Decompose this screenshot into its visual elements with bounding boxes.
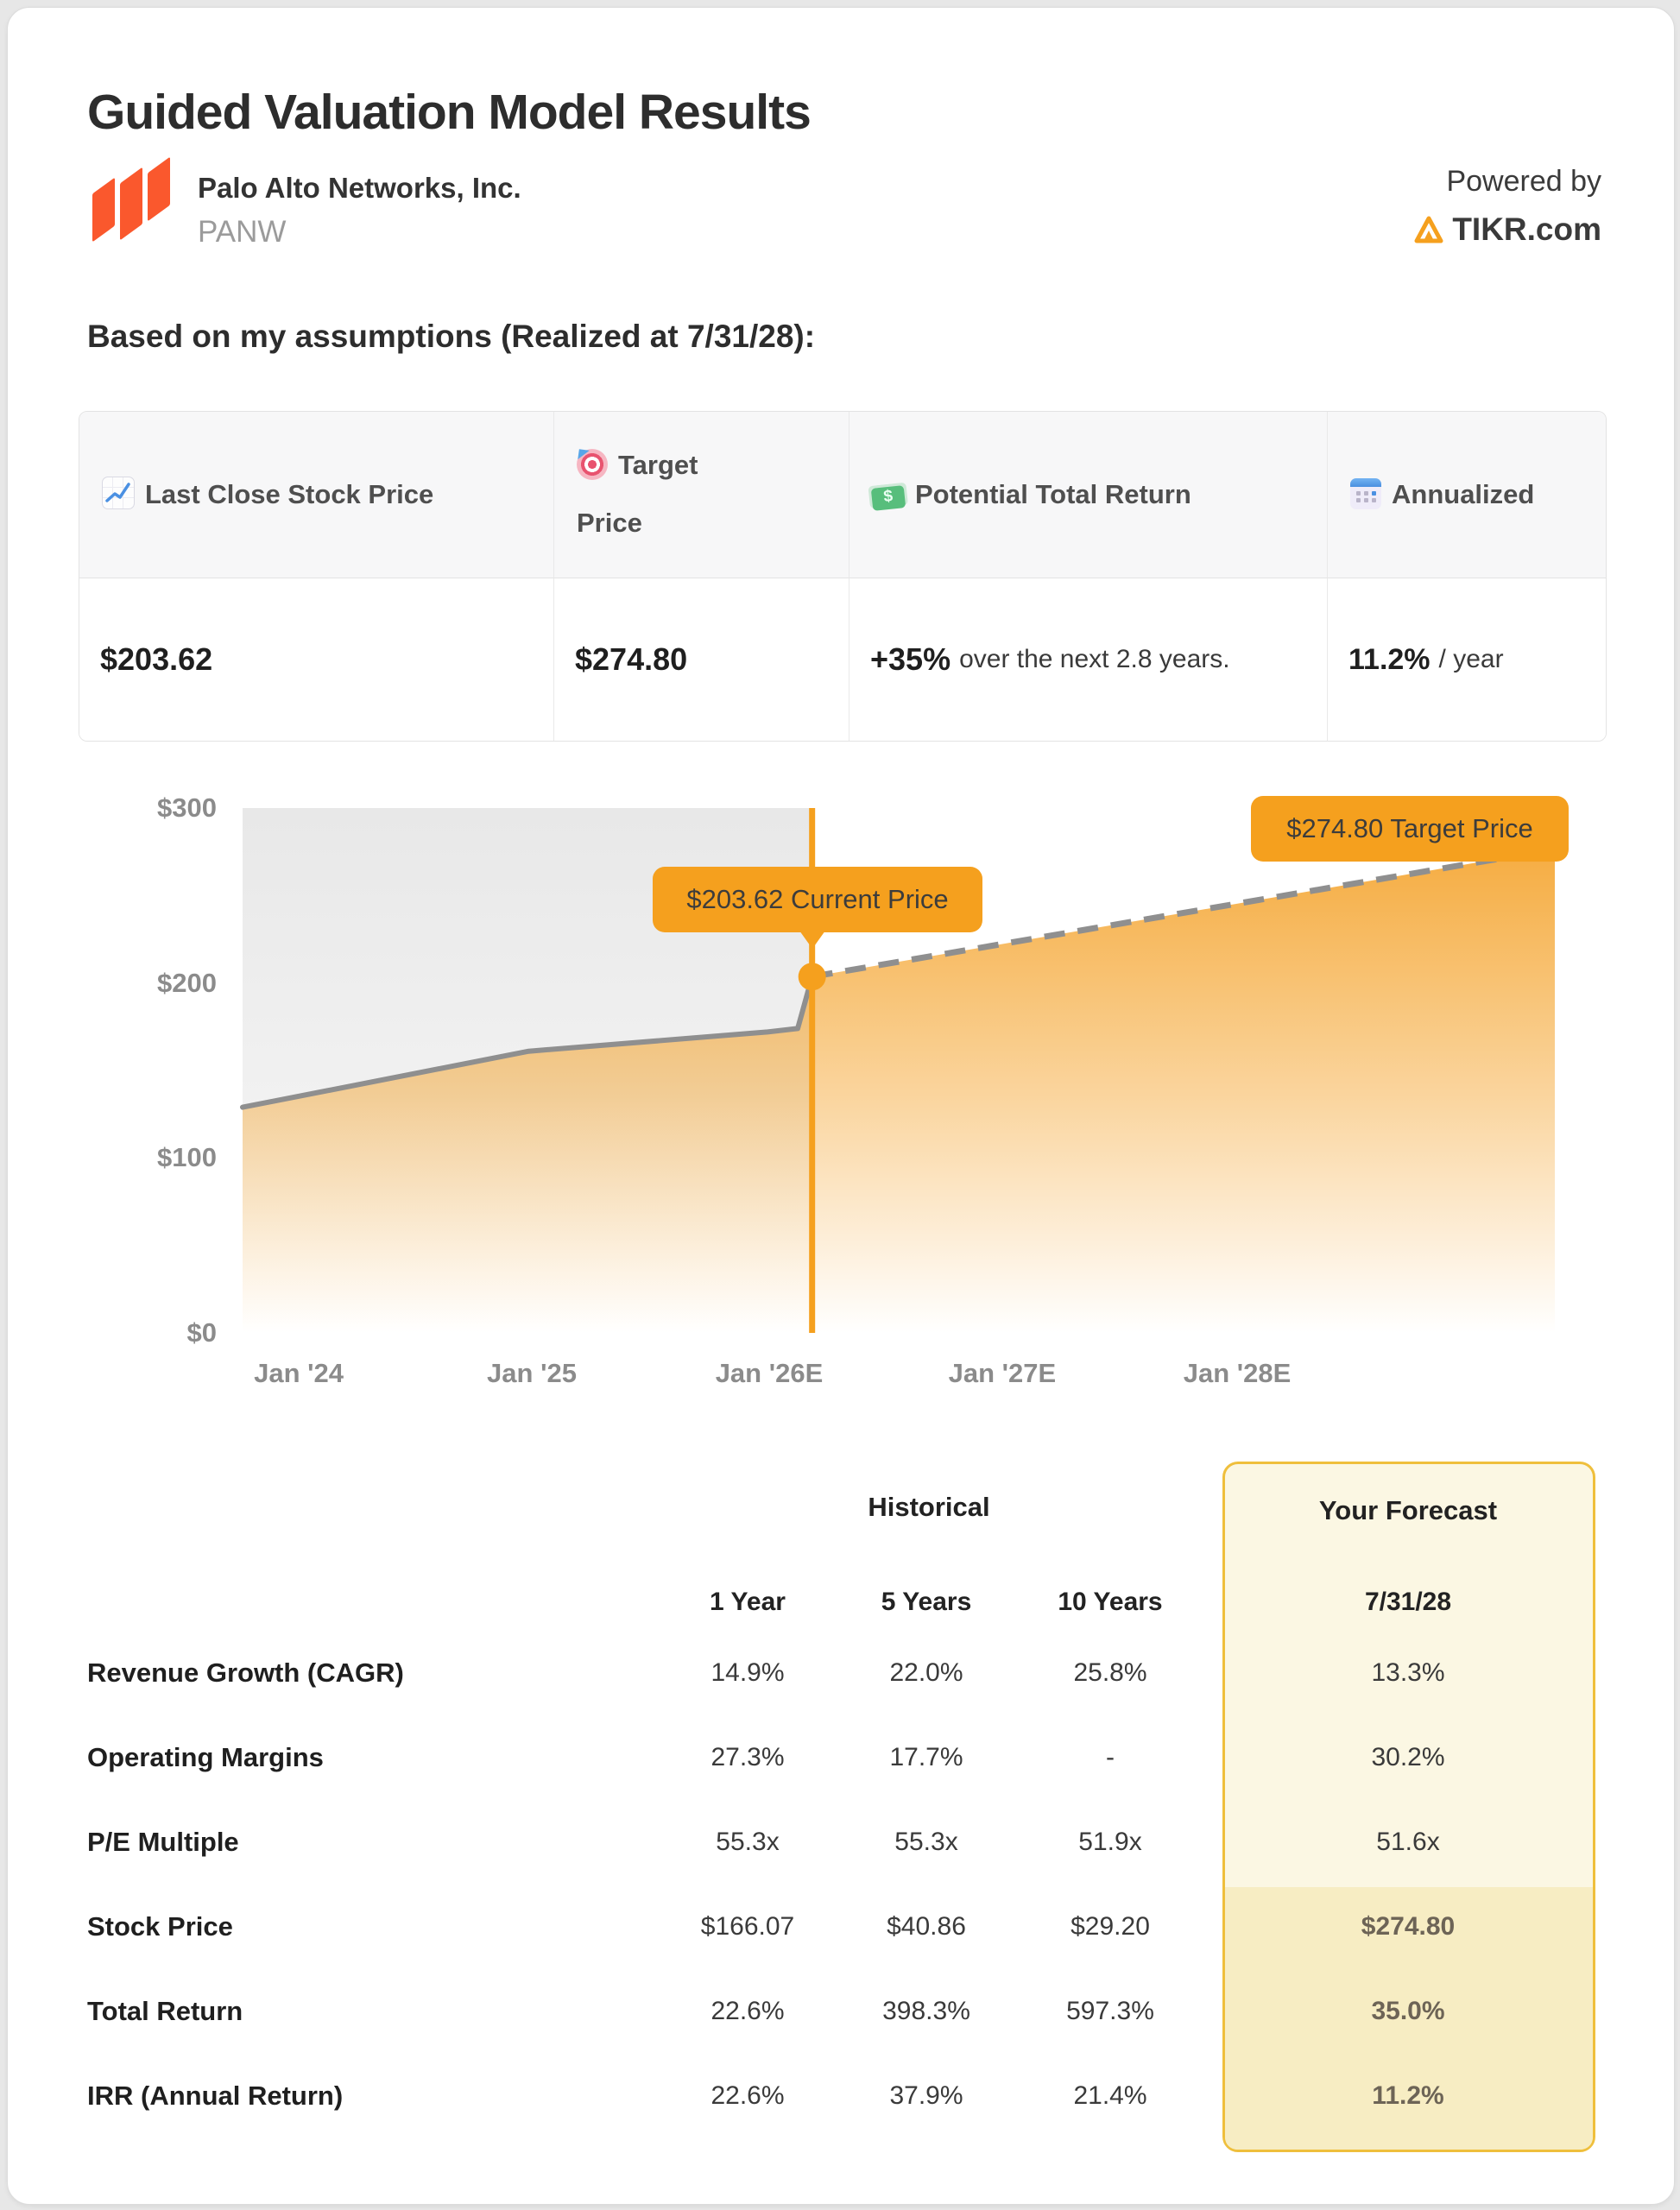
metric-value: - (1106, 1743, 1115, 1771)
metric-value: 55.3x (894, 1828, 958, 1856)
metric-value: 597.3% (1066, 1997, 1154, 2025)
metric-value: 21.4% (1073, 2081, 1147, 2110)
target-price-value: $274.80 (554, 578, 849, 741)
x-tick-label: Jan '27E (948, 1358, 1057, 1388)
page-title: Guided Valuation Model Results (87, 85, 811, 140)
metric-row-label: Total Return (87, 1996, 243, 2026)
summary-table (79, 411, 1607, 742)
summary-label: Potential Total Return (915, 478, 1191, 509)
current-price-dot (799, 963, 826, 990)
calendar-icon (1350, 478, 1381, 509)
summary-label: Target Price (577, 450, 698, 538)
x-tick-label: Jan '25 (487, 1358, 577, 1388)
metric-forecast-value: 51.6x (1376, 1828, 1440, 1856)
tikr-triangle-logo-icon (1414, 216, 1443, 243)
current-price-callout: $203.62 Current Price (653, 867, 982, 932)
assumptions-heading: Based on my assumptions (Realized at 7/31/28): (87, 319, 816, 354)
metric-value: 22.0% (889, 1658, 963, 1687)
tikr-brand (1414, 212, 1601, 248)
metric-value: 398.3% (882, 1997, 970, 2025)
summary-header-last-close (79, 412, 554, 578)
metric-value: $29.20 (1071, 1912, 1150, 1941)
logo-stripe (120, 167, 142, 241)
metric-value: 17.7% (889, 1743, 963, 1771)
metric-value: 27.3% (711, 1743, 785, 1771)
summary-header-return (849, 412, 1328, 578)
metric-value: $40.86 (887, 1912, 966, 1941)
total-return-value: +35% over the next 2.8 years. (849, 578, 1328, 741)
metric-forecast-value: 11.2% (1372, 2081, 1444, 2110)
current-price-callout-pointer (799, 931, 825, 949)
company-logo-icon (87, 163, 174, 246)
metric-forecast-value: 30.2% (1371, 1743, 1445, 1771)
metric-row-label: Revenue Growth (CAGR) (87, 1658, 404, 1688)
annualized-value: 11.2% / year (1328, 578, 1606, 741)
metrics-column-header: 10 Years (1058, 1588, 1163, 1616)
target-icon (577, 449, 608, 480)
summary-label: Annualized (1392, 478, 1535, 509)
summary-label: Last Close Stock Price (145, 478, 434, 509)
logo-stripe (92, 178, 115, 243)
forecast-group-header: Your Forecast (1318, 1495, 1498, 1525)
company-name: Palo Alto Networks, Inc. (198, 172, 521, 204)
money-with-wings-icon: $ (871, 485, 906, 511)
powered-by-label: Powered by (1446, 165, 1601, 198)
price-chart (79, 778, 1614, 1447)
chart-increasing-icon (102, 477, 135, 509)
company-ticker: PANW (198, 215, 287, 249)
metric-value: 55.3x (716, 1828, 780, 1856)
metric-value: 37.9% (889, 2081, 963, 2110)
target-price-callout: $274.80 Target Price (1251, 796, 1569, 862)
metric-row-label: Operating Margins (87, 1742, 324, 1772)
metrics-column-header: 5 Years (881, 1588, 972, 1616)
summary-header-target (554, 412, 849, 578)
metric-value: 22.6% (711, 2081, 785, 2110)
metric-value: 22.6% (711, 1997, 785, 2025)
metrics-column-header: 1 Year (710, 1588, 786, 1616)
report-card (7, 7, 1675, 2205)
metrics-table (8, 1462, 1674, 2178)
metric-value: 51.9x (1078, 1828, 1142, 1856)
y-tick-label: $200 (157, 967, 217, 998)
metric-row-label: P/E Multiple (87, 1827, 239, 1857)
forecast-panel (1222, 1462, 1595, 2152)
last-close-value: $203.62 (79, 578, 554, 741)
metric-value: 25.8% (1073, 1658, 1147, 1687)
y-tick-label: $0 (186, 1317, 217, 1348)
x-tick-label: Jan '28E (1183, 1358, 1292, 1388)
metric-row-label: IRR (Annual Return) (87, 2081, 344, 2111)
summary-header-annualized (1328, 412, 1606, 578)
metric-forecast-value: 13.3% (1371, 1658, 1445, 1687)
y-tick-label: $300 (157, 792, 217, 823)
logo-stripe (148, 157, 170, 222)
metric-value: $166.07 (700, 1912, 795, 1941)
metric-forecast-value: 35.0% (1371, 1997, 1445, 2025)
y-tick-label: $100 (157, 1142, 217, 1173)
metric-forecast-value: $274.80 (1361, 1912, 1456, 1941)
x-tick-label: Jan '26E (715, 1358, 824, 1388)
metric-value: 14.9% (711, 1658, 785, 1687)
metric-row-label: Stock Price (87, 1911, 233, 1942)
brand-name: TIKR.com (1452, 212, 1601, 247)
metrics-column-header: 7/31/28 (1364, 1588, 1452, 1616)
x-tick-label: Jan '24 (254, 1358, 344, 1388)
historical-group-header: Historical (868, 1492, 990, 1522)
